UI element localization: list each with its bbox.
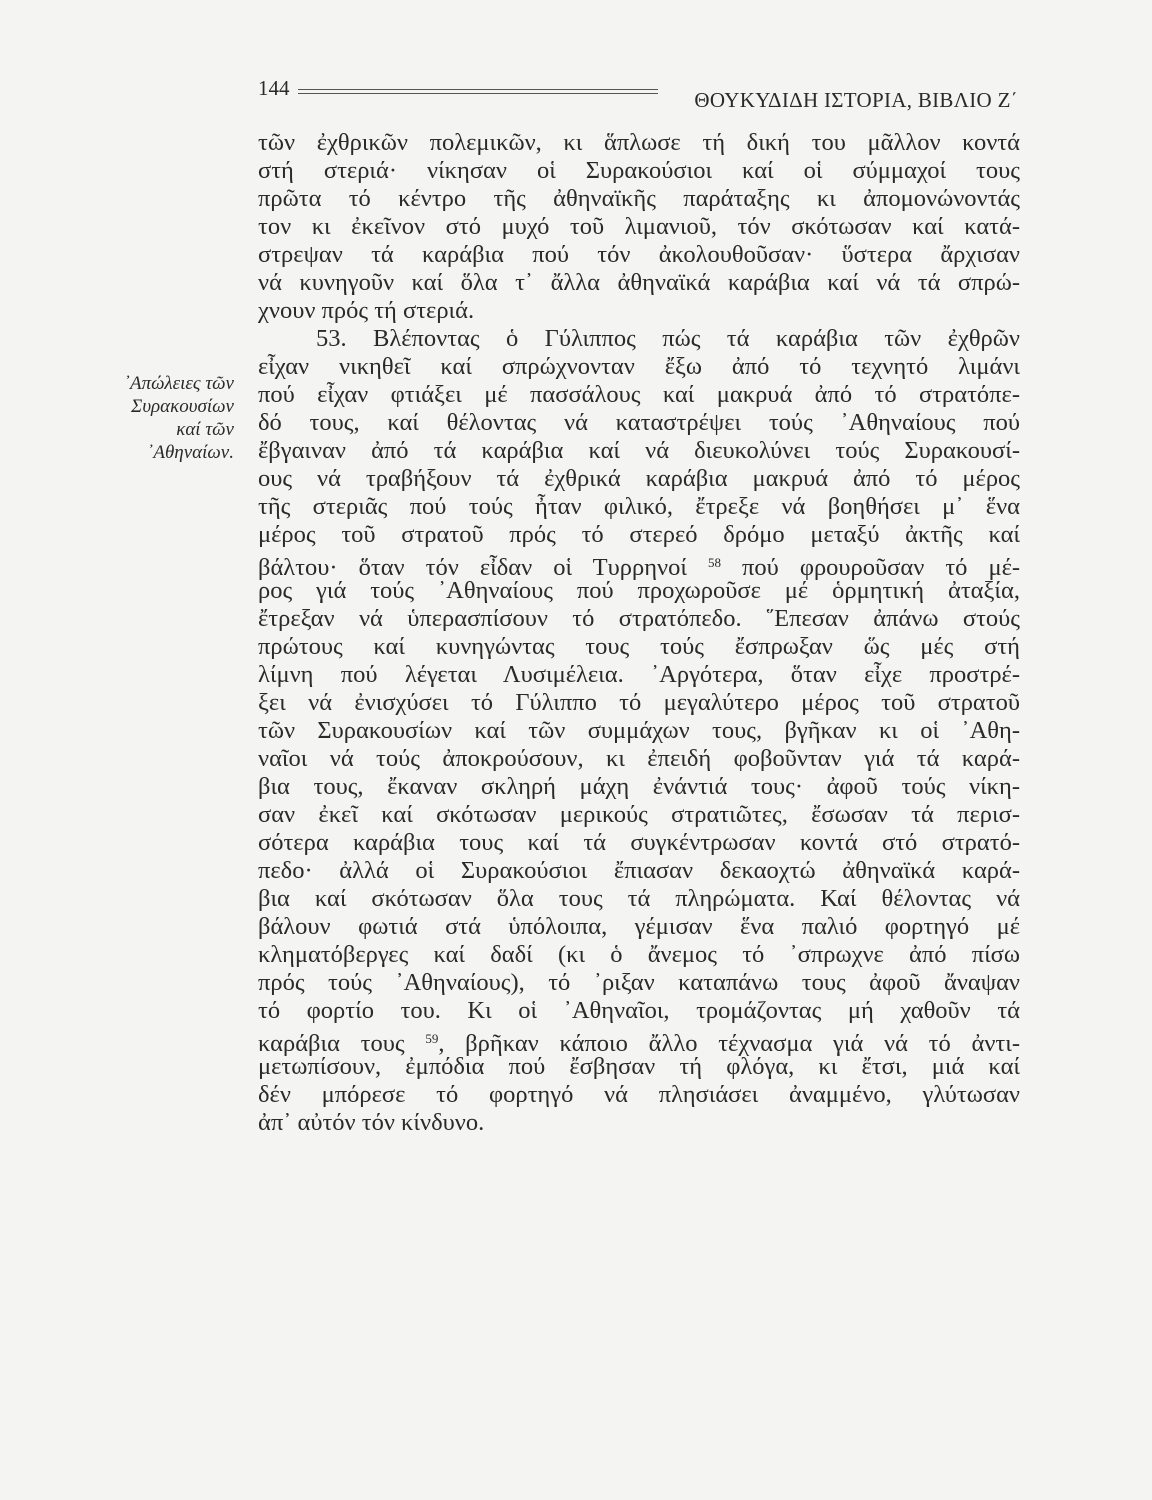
text-line: ἀπ᾿ αὐτόν τόν κίνδυνο. bbox=[258, 1109, 485, 1136]
text-line: ους νά τραβήξουν τά ἐχθρικά καράβια μακρυά ἀπό τό μέρος bbox=[258, 465, 1020, 492]
text-line: σαν ἐκεῖ καί σκότωσαν μερικούς στρατιῶτες, ἔσωσαν τά περισ- bbox=[258, 801, 1020, 828]
text-segment: καράβια τους bbox=[258, 1030, 405, 1057]
margin-note-line: καί τῶν bbox=[176, 419, 234, 440]
footnote-ref[interactable]: 58 bbox=[707, 555, 721, 570]
text-line: ξει νά ἐνισχύσει τό Γύλιππο τό μεγαλύτερο μέρος τοῦ στρατοῦ bbox=[258, 689, 1020, 716]
text-line: ρος γιά τούς ᾿Αθηναίους πού προχωροῦσε μέ ὁρμητική ἀταξία, bbox=[258, 577, 1020, 604]
margin-note-line: Συρακουσίων bbox=[131, 396, 234, 417]
margin-note-line: ᾿Απώλειες τῶν bbox=[123, 373, 234, 394]
text-line: τον κι ἐκεῖνον στό μυχό τοῦ λιμανιοῦ, τόν σκότωσαν καί κατά- bbox=[258, 213, 1020, 240]
text-line: κληματόβεργες καί δαδί (κι ὁ ἄνεμος τό ᾿σπρωχνε ἀπό πίσω bbox=[258, 941, 1020, 968]
text-line: βάλουν φωτιά στά ὑπόλοιπα, γέμισαν ἕνα παλιό φορτηγό μέ bbox=[258, 913, 1020, 940]
text-line: μετωπίσουν, ἐμπόδια πού ἔσβησαν τή φλόγα, κι ἔτσι, μιά καί bbox=[258, 1053, 1020, 1080]
text-line: τῶν ἐχθρικῶν πολεμικῶν, κι ἅπλωσε τή δική του μᾶλλον κοντά bbox=[258, 129, 1020, 156]
text-line: χνουν πρός τή στεριά. bbox=[258, 297, 475, 324]
text-line: πρώτους καί κυνηγώντας τους τούς ἔσπρωξαν ὥς μές στή bbox=[258, 633, 1020, 660]
text-line: τῆς στεριᾶς πού τούς ἦταν φιλικό, ἔτρεξε νά βοηθήσει μ᾿ ἕνα bbox=[258, 493, 1020, 520]
page-number: 144 bbox=[258, 76, 290, 100]
text-line bbox=[258, 549, 1021, 581]
text-segment: πού φρουροῦσαν τό μέ- bbox=[742, 554, 1021, 581]
text-line: βια τους, ἔκαναν σκληρή μάχη ἐνάντιά τους· ἀφοῦ τούς νίκη- bbox=[258, 773, 1020, 800]
margin-note bbox=[44, 372, 234, 464]
text-line: βια καί σκότωσαν ὅλα τους τά πληρώματα. Καί θέλοντας νά bbox=[258, 885, 1020, 912]
text-line: νά κυνηγοῦν καί ὅλα τ᾿ ἄλλα ἀθηναϊκά καράβια καί νά τά σπρώ- bbox=[258, 269, 1020, 296]
text-line: μέρος τοῦ στρατοῦ πρός τό στερεό δρόμο μεταξύ ἀκτῆς καί bbox=[258, 521, 1020, 548]
footnote-ref[interactable]: 59 bbox=[425, 1031, 439, 1046]
text-line bbox=[258, 1025, 1020, 1057]
header-rule bbox=[298, 93, 658, 94]
text-line: εἶχαν νικηθεῖ καί σπρώχνονταν ἔξω ἀπό τό τεχνητό λιμάνι bbox=[258, 353, 1020, 380]
margin-note-line: ᾿Αθηναίων. bbox=[147, 442, 234, 463]
text-segment: , βρῆκαν κάποιο ἄλλο τέχνασμα γιά νά τό ἀντι- bbox=[438, 1030, 1020, 1057]
text-line: πού εἶχαν φτιάξει μέ πασσάλους καί μακρυά ἀπό τό στρατόπε- bbox=[258, 381, 1020, 408]
text-line: στρεψαν τά καράβια πού τόν ἀκολουθοῦσαν· ὕστερα ἄρχισαν bbox=[258, 241, 1020, 268]
text-line: στή στεριά· νίκησαν οἱ Συρακούσιοι καί οἱ σύμμαχοί τους bbox=[258, 157, 1020, 184]
header-rule bbox=[298, 89, 658, 90]
text-line: λίμνη πού λέγεται Λυσιμέλεια. ᾿Αργότερα, ὅταν εἶχε προστρέ- bbox=[258, 661, 1020, 688]
text-line: ἔβγαιναν ἀπό τά καράβια καί νά διευκολύνει τούς Συρακουσί- bbox=[258, 437, 1020, 464]
text-line: σότερα καράβια τους καί τά συγκέντρωσαν κοντά στό στρατό- bbox=[258, 829, 1020, 856]
text-line: ἔτρεξαν νά ὑπερασπίσουν τό στρατόπεδο. ῞Επεσαν ἀπάνω στούς bbox=[258, 605, 1020, 632]
text-line: πρός τούς ᾿Αθηναίους), τό ᾿ριξαν καταπάνω τους ἀφοῦ ἄναψαν bbox=[258, 969, 1020, 996]
text-line: δέν μπόρεσε τό φορτηγό νά πλησιάσει ἀναμμένο, γλύτωσαν bbox=[258, 1081, 1020, 1108]
text-line: τό φορτίο του. Κι οἱ ᾿Αθηναῖοι, τρομάζοντας μή χαθοῦν τά bbox=[258, 997, 1020, 1024]
text-line: τῶν Συρακουσίων καί τῶν συμμάχων τους, βγῆκαν κι οἱ ᾿Αθη- bbox=[258, 717, 1020, 744]
running-title: ΘΟΥΚΥΔΙΔΗ ΙΣΤΟΡΙΑ, ΒΙΒΛΙΟ Ζ΄ bbox=[694, 88, 1018, 112]
text-line: 53. Βλέποντας ὁ Γύλιππος πώς τά καράβια τῶν ἐχθρῶν bbox=[316, 325, 1020, 352]
text-line: δό τους, καί θέλοντας νά καταστρέψει τούς ᾿Αθηναίους πού bbox=[258, 409, 1020, 436]
text-line: ναῖοι νά τούς ἀποκρούσουν, κι ἐπειδή φοβοῦνταν γιά τά καρά- bbox=[258, 745, 1020, 772]
text-segment: βάλτου· ὅταν τόν εἶδαν οἱ Τυρρηνοί bbox=[258, 554, 687, 581]
text-line: πεδο· ἀλλά οἱ Συρακούσιοι ἔπιασαν δεκαοχτώ ἀθηναϊκά καρά- bbox=[258, 857, 1020, 884]
body-text bbox=[258, 129, 1020, 1137]
text-line: πρῶτα τό κέντρο τῆς ἀθηναϊκῆς παράταξης κι ἀπομονώνοντάς bbox=[258, 185, 1020, 212]
